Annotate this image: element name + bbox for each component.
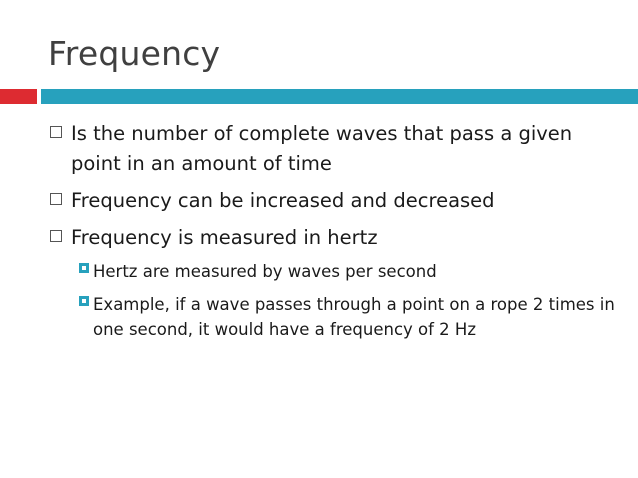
accent-bar-red <box>0 89 37 104</box>
bullet-item <box>48 119 608 179</box>
sub-bullet-text: Hertz are measured by waves per second <box>93 262 437 281</box>
bullet-text: Frequency can be increased and decreased <box>71 189 495 212</box>
bullet-text: Frequency is measured in hertz <box>71 226 378 249</box>
bullet-item <box>48 186 608 216</box>
bullet-item <box>48 223 608 253</box>
sub-bullet-item <box>77 292 617 342</box>
hollow-square-icon <box>50 193 62 205</box>
hollow-square-icon <box>50 126 62 138</box>
sub-bullet-text: Example, if a wave passes through a point on a rope 2 times in one second, it would have a frequency of 2 Hz <box>93 295 615 339</box>
filled-square-icon <box>79 296 89 306</box>
accent-bar-teal <box>41 89 638 104</box>
slide-title: Frequency <box>48 34 221 73</box>
hollow-square-icon <box>50 230 62 242</box>
sub-bullet-item <box>77 259 617 284</box>
bullet-text: Is the number of complete waves that pass a given point in an amount of time <box>71 122 573 175</box>
filled-square-icon <box>79 263 89 273</box>
